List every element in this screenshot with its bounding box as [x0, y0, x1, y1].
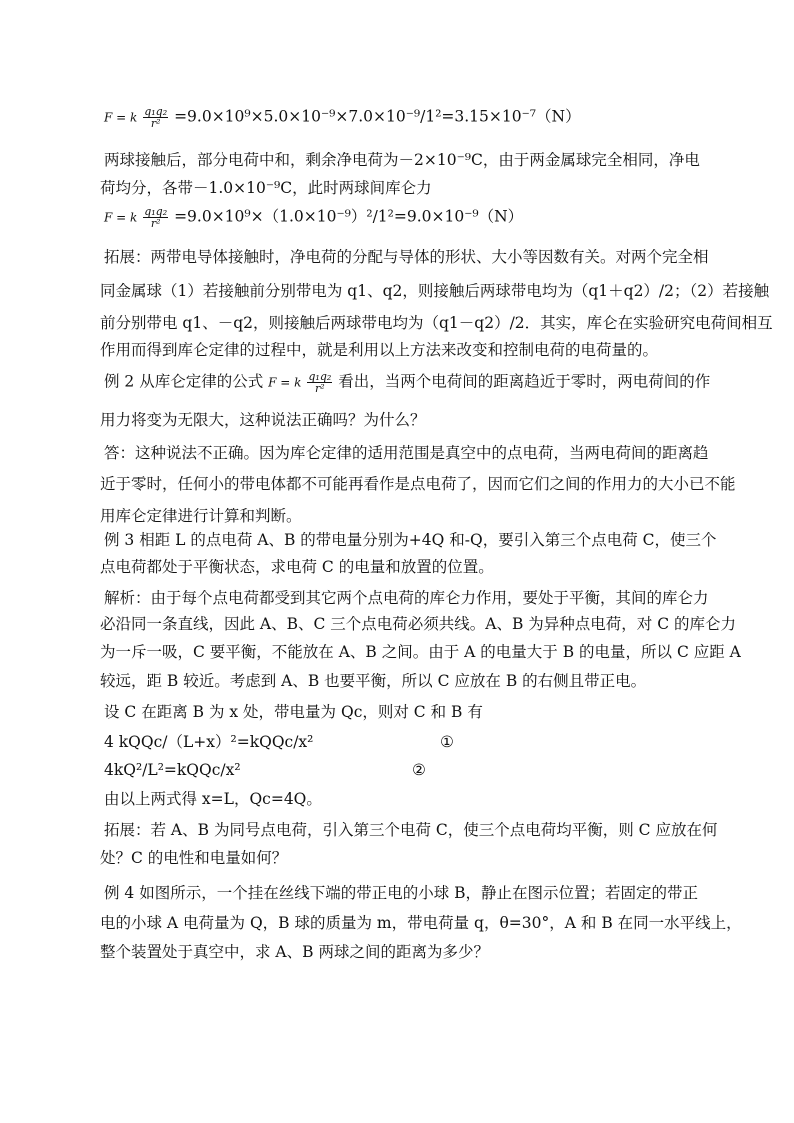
text-line: 拓展：若 A、B 为同号点电荷，引入第三个电荷 C，使三个点电荷均平衡，则 C 应放在何 — [104, 821, 718, 839]
formula-result: =9.0×10⁹×（1.0×10⁻⁹）²/1²=9.0×10⁻⁹（N） — [174, 207, 524, 226]
text-line: 例 3 相距 L 的点电荷 A、B 的带电量分别为+4Q 和-Q，要引入第三个点电荷 C，使三个 — [104, 531, 717, 549]
equation-1-marker: ① — [440, 733, 454, 751]
formula-line-2 — [104, 206, 523, 229]
text-line: 例 4 如图所示，一个挂在丝线下端的带正电的小球 B，静止在图示位置；若固定的带正 — [104, 884, 699, 902]
equation-2-marker: ② — [412, 761, 426, 779]
formula-fraction: $\frac{\text{q₁q₂}}{\text{r²}}$ — [144, 205, 168, 230]
text-line: 同金属球（1）若接触前分别带电为 q1、q2，则接触后两球带电均为（q1＋q2）/2；（2）若接触 — [100, 282, 770, 300]
text-line: 点电荷都处于平衡状态，求电荷 C 的电量和放置的位置。 — [100, 558, 494, 576]
formula-lhs: F = k — [104, 110, 138, 125]
formula-lhs: F = k — [104, 210, 138, 225]
text-line: 两球接触后，部分电荷中和，剩余净电荷为－2×10⁻⁹C，由于两金属球完全相同，净电 — [104, 151, 700, 169]
text-line: 答：这种说法不正确。因为库仑定律的适用范围是真空中的点电荷，当两电荷间的距离趋 — [104, 444, 709, 462]
text-line: 为一斥一吸，C 要平衡，不能放在 A、B 之间。由于 A 的电量大于 B 的电量，所以 C 应距 A — [100, 643, 741, 661]
text-line: 作用而得到库仑定律的过程中，就是利用以上方法来改变和控制电荷的电荷量的。 — [100, 341, 659, 359]
text-line: 由以上两式得 x=L，Qc=4Q。 — [104, 790, 322, 808]
example-2-line: 例 2 从库仑定律的公式 F = k $\frac{\text{q₁q₂}}{\text{r²}}$ 看出，当两个电荷间的距离趋近于零时，两电荷间的作 — [104, 370, 711, 395]
formula-fraction: $\frac{\text{q₁q₂}}{\text{r²}}$ — [144, 105, 168, 130]
text-line: 解析：由于每个点电荷都受到其它两个点电荷的库仑力作用，要处于平衡，其间的库仑力 — [104, 589, 709, 607]
formula-result: =9.0×10⁹×5.0×10⁻⁹×7.0×10⁻⁹/1²=3.15×10⁻⁷（N） — [174, 107, 581, 126]
text-line: 近于零时，任何小的带电体都不可能再看作是点电荷了，因而它们之间的作用力的大小已不能 — [100, 475, 736, 493]
equation-1: 4 kQQc/（L+x）²=kQQc/x² — [104, 733, 314, 751]
formula-fraction: $\frac{\text{q₁q₂}}{\text{r²}}$ — [308, 370, 332, 395]
text-line: 拓展：两带电导体接触时，净电荷的分配与导体的形状、大小等因数有关。对两个完全相 — [104, 248, 709, 266]
text-line: 设 C 在距离 B 为 x 处，带电量为 Qc，则对 C 和 B 有 — [104, 703, 483, 721]
formula-lhs: F = k — [268, 375, 302, 390]
text-line: 必沿同一条直线，因此 A、B、C 三个点电荷必须共线。A、B 为异种点电荷，对 C 的库仑力 — [100, 615, 737, 633]
text-line: 电的小球 A 电荷量为 Q，B 球的质量为 m，带电荷量 q，θ=30°，A 和 B 在同一水平线上， — [100, 914, 742, 932]
text-line: 整个装置处于真空中，求 A、B 两球之间的距离为多少？ — [100, 943, 489, 961]
text-line: 前分别带电 q1、－q2，则接触后两球带电均为（q1－q2）/2．其实，库仑在实验研究电荷间相互 — [100, 314, 773, 332]
text-line: 处？C 的电性和电量如何？ — [100, 849, 288, 867]
text-line: 用库仑定律进行计算和判断。 — [100, 507, 302, 525]
equation-2: 4kQ²/L²=kQQc/x² — [104, 761, 241, 779]
text-line: 用力将变为无限大，这种说法正确吗？为什么？ — [100, 411, 426, 429]
text-line: 较远，距 B 较近。考虑到 A、B 也要平衡，所以 C 应放在 B 的右侧且带正电。 — [100, 672, 647, 690]
text-line: 荷均分，各带－1.0×10⁻⁹C，此时两球间库仑力 — [100, 179, 432, 197]
formula-line-1 — [104, 106, 581, 129]
